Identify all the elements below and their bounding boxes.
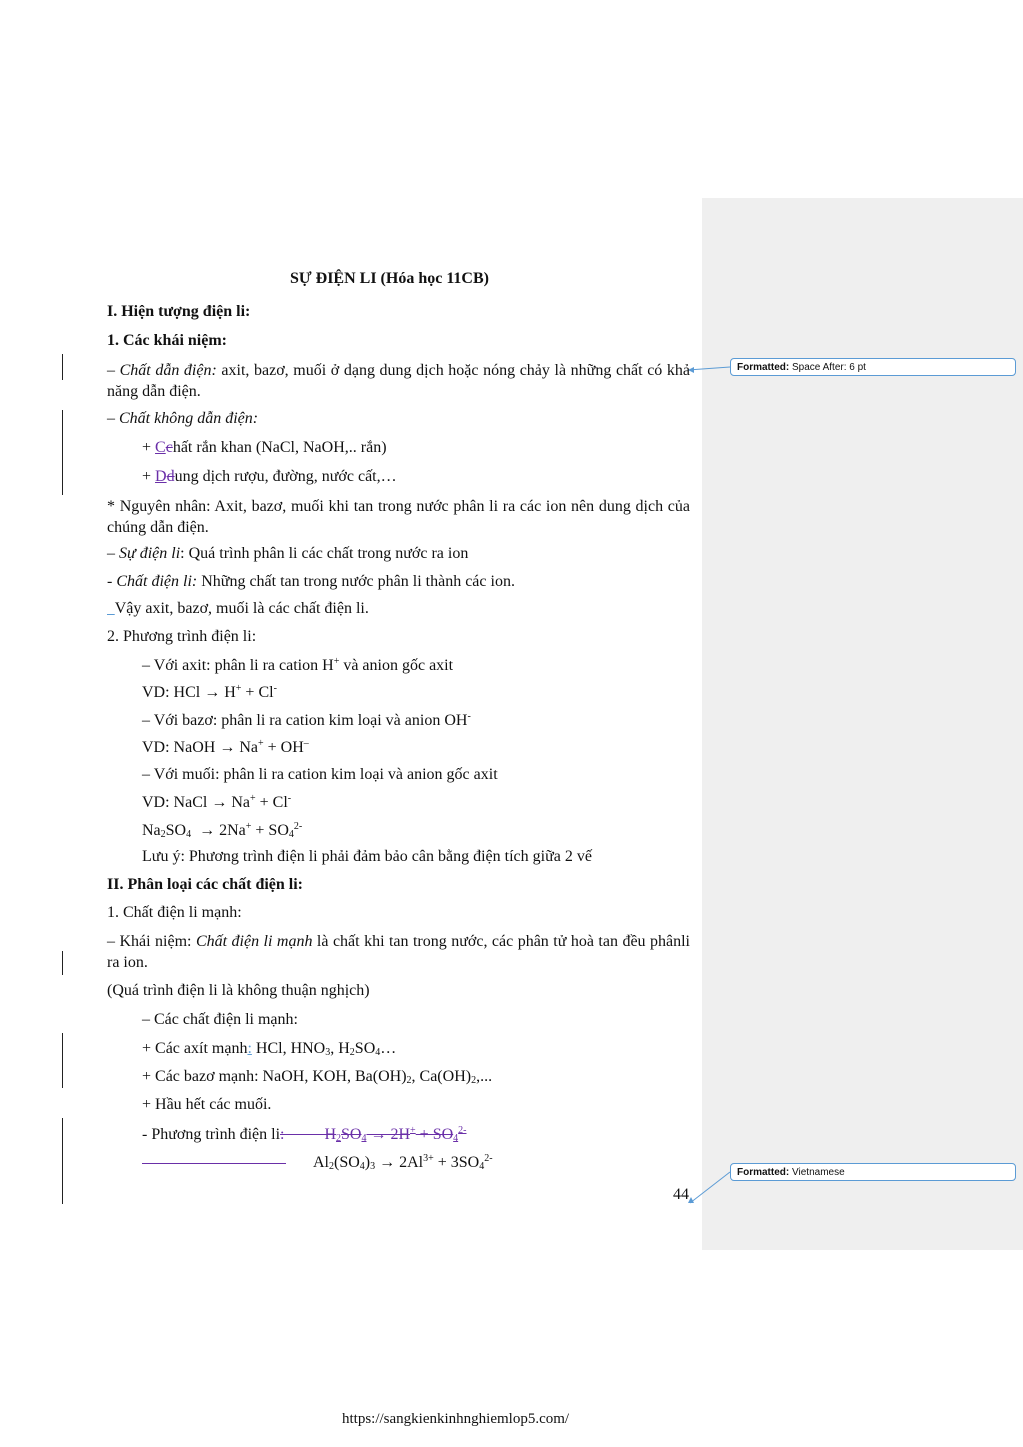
page-number: 44: [673, 1186, 689, 1203]
text: + Cl: [241, 684, 274, 701]
electrolyte-text: Những chất tan trong nước phân li thành các ion.: [197, 573, 515, 590]
equation-line: [142, 1125, 467, 1144]
deleted-tab-strike: [142, 1163, 286, 1164]
base-example: [142, 738, 309, 757]
subheading-equations: 2. Phương trình điện li:: [107, 628, 257, 645]
superscript: +: [249, 793, 256, 804]
subscript: 4: [288, 829, 294, 840]
conductor-text: axit, bazơ, muối ở dạng dung dịch hoặc nóng chảy là những chất có khả năng dẫn điện.: [107, 362, 691, 400]
superscript: -: [467, 711, 471, 722]
text: → 2Al: [375, 1154, 424, 1171]
footer-url[interactable]: https://sangkienkinhnghiemlop5.com/: [342, 1411, 570, 1427]
conductor-term: – Chất dẫn điện:: [107, 362, 217, 379]
electrolyte-definition: [107, 573, 515, 591]
subscript: 4: [453, 1133, 459, 1144]
acid-example: [142, 683, 277, 702]
subscript: 2: [406, 1075, 412, 1086]
salt-example: [142, 793, 291, 812]
text: → 2H: [366, 1126, 411, 1143]
text: là chất khi tan trong nước, các phân tử hoà tan đều phânli ra ion.: [107, 933, 691, 971]
subheading-concepts: 1. Các khái niệm:: [107, 332, 227, 349]
bullet-text: hất rắn khan (NaCl, NaOH,.. rắn): [172, 439, 387, 456]
page-title: SỰ ĐIỆN LI (Hóa học 11CB): [290, 270, 489, 287]
salt-rule: – Với muối: phân li ra cation kim loại và anion gốc axit: [142, 766, 498, 783]
strong-electrolyte-heading: 1. Chất điện li mạnh:: [107, 904, 242, 921]
section-heading-1: I. Hiện tượng điện li:: [107, 303, 251, 320]
subscript: 2: [471, 1075, 477, 1086]
nonconductor-heading: – Chất không dẫn điện:: [107, 410, 259, 427]
al2so43-equation: [313, 1153, 493, 1172]
superscript: +: [410, 1125, 416, 1136]
text: , Ca(OH): [411, 1068, 472, 1085]
strong-acids: [142, 1040, 396, 1058]
text: + Các bazơ mạnh: NaOH, KOH, Ba(OH): [142, 1068, 407, 1085]
inserted-text: :: [247, 1040, 252, 1057]
text: + Cl: [255, 794, 288, 811]
text: + SO: [251, 822, 289, 839]
text: – Với bazơ: phân li ra cation kim loại và anion OH: [142, 712, 468, 729]
strong-bases: [142, 1068, 492, 1086]
subscript: 2: [329, 1161, 334, 1172]
superscript: +: [245, 821, 252, 832]
balloon-text: Space After: 6 pt: [792, 362, 866, 373]
bullet-prefix: +: [142, 468, 156, 485]
text: ): [364, 1154, 371, 1171]
strong-definition: [107, 931, 690, 973]
electrolyte-term: Chất điện li:: [116, 573, 198, 590]
subscript: 4: [479, 1161, 485, 1172]
subscript: 4: [375, 1047, 381, 1058]
text: (SO: [334, 1154, 360, 1171]
change-bar: [62, 1118, 63, 1204]
text: HCl, HNO: [251, 1040, 326, 1057]
superscript: +: [257, 738, 264, 749]
superscript: 2-: [293, 821, 303, 832]
deleted-text: c: [165, 439, 173, 456]
conclusion-text: Vậy axit, bazơ, muối là các chất điện li.: [114, 600, 369, 617]
superscript: -: [273, 683, 277, 694]
inserted-text: C: [155, 439, 166, 456]
strong-list-heading: – Các chất điện li mạnh:: [142, 1011, 298, 1028]
text: + Các axít mạnh: [142, 1040, 248, 1057]
subscript: 3: [325, 1047, 331, 1058]
connector-line-2: [690, 1172, 730, 1203]
text: , H: [330, 1040, 350, 1057]
dissociation-text: : Quá trình phân li các chất trong nước ra ion: [180, 545, 469, 562]
dissociation-term: – Sự điện li: [107, 545, 181, 562]
format-balloon-2[interactable]: [730, 1163, 1016, 1181]
dissociation-definition: [107, 545, 468, 563]
format-balloon-1[interactable]: [730, 358, 1016, 376]
note-line: Lưu ý: Phương trình điện li phải đảm bảo cân bằng điện tích giữa 2 vế: [142, 848, 592, 865]
most-salts: + Hầu hết các muối.: [142, 1096, 272, 1113]
subscript: 2: [336, 1133, 342, 1144]
text: Na: [142, 822, 161, 839]
change-bar: [62, 951, 63, 975]
change-bar: [62, 410, 63, 495]
text: – Với axit: phân li ra cation H: [142, 657, 334, 674]
superscript: 3+: [423, 1153, 434, 1164]
superscript: +: [333, 656, 340, 667]
text: VD: NaCl → Na: [142, 794, 250, 811]
change-bar: [62, 1033, 63, 1088]
text: – Khái niệm:: [107, 933, 196, 950]
bullet-prefix: +: [142, 439, 156, 456]
text: Al: [313, 1154, 329, 1171]
balloon-label: Formatted:: [737, 362, 790, 373]
deleted-text: d: [166, 468, 175, 485]
bullet-solutions: [142, 468, 397, 486]
dash: -: [107, 573, 117, 590]
superscript: –: [303, 738, 309, 749]
conclusion-line: [107, 600, 369, 618]
subscript: 4: [186, 829, 192, 840]
text: SO: [341, 1126, 362, 1143]
text: SO: [354, 1040, 376, 1057]
text: VD: HCl → H: [142, 684, 236, 701]
base-rule: [142, 711, 471, 730]
text: ,...: [476, 1068, 493, 1085]
superscript: +: [235, 683, 242, 694]
balloon-label: Formatted:: [737, 1167, 790, 1178]
connector-line-1: [688, 367, 730, 370]
text: …: [380, 1040, 397, 1057]
bullet-text: ung dịch rượu, đường, nước cất,…: [174, 468, 397, 485]
irreversible-note: (Quá trình điện li là không thuận nghịch): [107, 982, 370, 999]
text: và anion gốc axit: [339, 657, 454, 674]
cause-paragraph: * Nguyên nhân: Axit, bazơ, muối khi tan trong nước phân li ra các ion nên dung dịch của chúng dẫn điện.: [107, 498, 690, 536]
text: + OH: [263, 739, 304, 756]
subscript: 3: [370, 1161, 376, 1172]
text: → 2Na: [191, 822, 246, 839]
text: + SO: [415, 1126, 454, 1143]
conductor-paragraph: [107, 360, 690, 402]
inserted-text: D: [155, 468, 167, 485]
subscript: 2: [349, 1047, 355, 1058]
deleted-equation: [280, 1126, 466, 1143]
subscript: 4: [361, 1133, 367, 1144]
inserted-space: [107, 600, 115, 617]
balloon-text: Vietnamese: [792, 1167, 845, 1178]
na2so4-equation: [142, 821, 302, 840]
superscript: 2-: [484, 1153, 493, 1164]
acid-rule: [142, 656, 453, 675]
text: : H: [280, 1126, 337, 1143]
section-heading-2: II. Phân loại các chất điện li:: [107, 876, 304, 893]
text: + 3SO: [433, 1154, 480, 1171]
subscript: 4: [359, 1161, 365, 1172]
change-bar: [62, 354, 63, 380]
text: - Phương trình điện li: [142, 1126, 281, 1143]
bullet-solid-salts: [142, 439, 387, 457]
subscript: 2: [160, 829, 166, 840]
strong-term: Chất điện li mạnh: [195, 933, 313, 950]
text: SO: [165, 822, 187, 839]
superscript: 2-: [458, 1125, 467, 1136]
superscript: -: [287, 793, 292, 804]
text: VD: NaOH → Na: [142, 739, 258, 756]
